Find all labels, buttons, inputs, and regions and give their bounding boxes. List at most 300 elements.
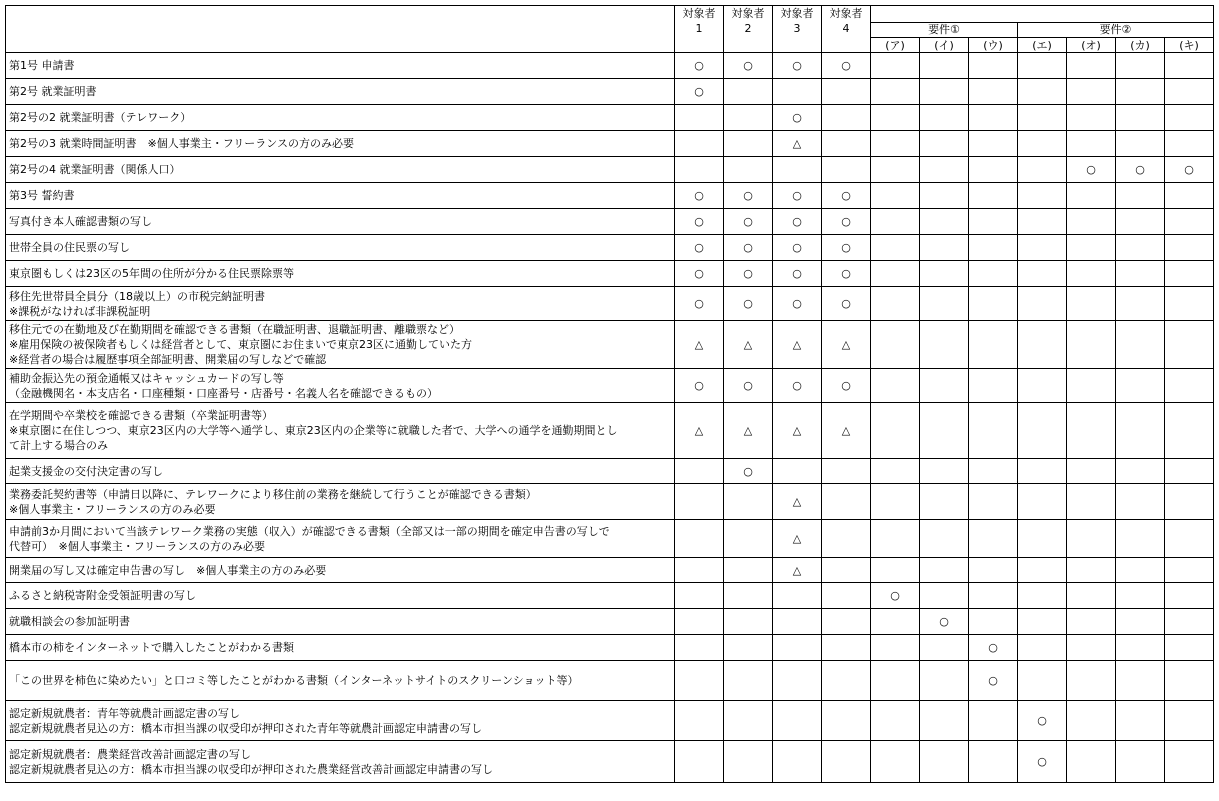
empty-cell	[773, 741, 822, 783]
empty-cell	[724, 157, 773, 183]
empty-cell	[1165, 459, 1214, 484]
empty-cell	[822, 701, 871, 741]
empty-cell	[969, 520, 1018, 558]
empty-cell	[1018, 558, 1067, 583]
empty-cell	[1067, 520, 1116, 558]
empty-cell	[1165, 661, 1214, 701]
empty-cell	[1116, 701, 1165, 741]
requirement-mark-cell: △	[724, 403, 773, 459]
empty-cell	[871, 287, 920, 321]
empty-cell	[1165, 583, 1214, 609]
empty-cell	[1116, 183, 1165, 209]
document-description-line: 移住先世帯員全員分（18歳以上）の市税完納証明書	[9, 289, 265, 303]
empty-cell	[920, 235, 969, 261]
header-row-top	[6, 6, 1214, 23]
empty-cell	[1018, 583, 1067, 609]
header-group-spacer	[871, 6, 1214, 23]
table-row	[6, 609, 1214, 635]
document-description-line: ※雇用保険の被保険者もしくは経営者として、東京圏にお住まいで東京23区に通勤していた方	[9, 338, 472, 351]
document-description-cell	[6, 741, 675, 783]
document-description-cell	[6, 235, 675, 261]
empty-cell	[871, 484, 920, 520]
requirement-mark-cell: ○	[675, 183, 724, 209]
empty-cell	[1018, 105, 1067, 131]
empty-cell	[1018, 321, 1067, 369]
empty-cell	[675, 459, 724, 484]
empty-cell	[1018, 459, 1067, 484]
empty-cell	[822, 105, 871, 131]
requirement-mark-cell: ○	[822, 261, 871, 287]
empty-cell	[1018, 609, 1067, 635]
empty-cell	[969, 157, 1018, 183]
empty-cell	[1116, 53, 1165, 79]
empty-cell	[920, 403, 969, 459]
empty-cell	[871, 520, 920, 558]
document-description-line: 世帯全員の住民票の写し	[9, 241, 130, 254]
empty-cell	[1165, 321, 1214, 369]
table-row	[6, 235, 1214, 261]
table-row	[6, 459, 1214, 484]
empty-cell	[969, 609, 1018, 635]
empty-cell	[675, 701, 724, 741]
empty-cell	[920, 287, 969, 321]
empty-cell	[969, 484, 1018, 520]
empty-cell	[920, 459, 969, 484]
empty-cell	[1067, 131, 1116, 157]
header-sub-i: (イ)	[920, 38, 969, 53]
empty-cell	[1165, 609, 1214, 635]
document-description-line: ふるさと納税寄附金受領証明書の写し	[9, 589, 196, 602]
empty-cell	[1018, 157, 1067, 183]
empty-cell	[1067, 369, 1116, 403]
requirement-mark-cell: ○	[822, 183, 871, 209]
requirement-mark-cell: ○	[871, 583, 920, 609]
empty-cell	[1067, 321, 1116, 369]
empty-cell	[724, 558, 773, 583]
table-row	[6, 583, 1214, 609]
empty-cell	[1165, 53, 1214, 79]
empty-cell	[1018, 79, 1067, 105]
requirement-mark-cell: ○	[1018, 741, 1067, 783]
requirement-mark-cell: ○	[675, 209, 724, 235]
empty-cell	[675, 558, 724, 583]
document-description-cell	[6, 661, 675, 701]
requirement-mark-cell: ○	[822, 53, 871, 79]
requirement-mark-cell: △	[675, 321, 724, 369]
empty-cell	[920, 131, 969, 157]
empty-cell	[773, 583, 822, 609]
empty-cell	[1116, 661, 1165, 701]
empty-cell	[969, 403, 1018, 459]
empty-cell	[1116, 609, 1165, 635]
empty-cell	[1116, 583, 1165, 609]
empty-cell	[871, 79, 920, 105]
document-description-line: ※個人事業主・フリーランスの方のみ必要	[9, 502, 216, 516]
requirement-mark-cell: ○	[724, 459, 773, 484]
empty-cell	[675, 484, 724, 520]
empty-cell	[822, 609, 871, 635]
document-description-line: 第2号の4 就業証明書（関係人口）	[9, 163, 181, 176]
empty-cell	[1067, 235, 1116, 261]
requirement-mark-cell: ○	[969, 635, 1018, 661]
requirement-mark-cell: ○	[724, 235, 773, 261]
header-sub-ki: (キ)	[1165, 38, 1214, 53]
requirement-mark-cell: ○	[675, 369, 724, 403]
requirements-table	[5, 5, 1214, 783]
table-row	[6, 520, 1214, 558]
empty-cell	[871, 209, 920, 235]
empty-cell	[969, 235, 1018, 261]
requirement-mark-cell: △	[773, 321, 822, 369]
empty-cell	[1067, 459, 1116, 484]
header-target-1: 対象者 1	[675, 6, 724, 53]
empty-cell	[871, 157, 920, 183]
empty-cell	[1018, 635, 1067, 661]
requirement-mark-cell: ○	[724, 209, 773, 235]
requirement-mark-cell: ○	[1165, 157, 1214, 183]
requirement-mark-cell: ○	[1067, 157, 1116, 183]
table-row	[6, 157, 1214, 183]
table-row	[6, 701, 1214, 741]
empty-cell	[1116, 235, 1165, 261]
requirement-mark-cell: ○	[724, 287, 773, 321]
requirement-mark-cell: ○	[724, 183, 773, 209]
empty-cell	[920, 558, 969, 583]
empty-cell	[1067, 105, 1116, 131]
table-row	[6, 287, 1214, 321]
document-description-line: ※課税がなければ非課税証明	[9, 304, 151, 318]
empty-cell	[773, 701, 822, 741]
requirement-mark-cell: ○	[675, 287, 724, 321]
empty-cell	[724, 609, 773, 635]
header-sub-u: (ウ)	[969, 38, 1018, 53]
document-description-line: （金融機関名・本支店名・口座種類・口座番号・店番号・名義人名を確認できるもの）	[9, 386, 438, 400]
empty-cell	[1116, 558, 1165, 583]
table-row	[6, 741, 1214, 783]
document-description-cell	[6, 609, 675, 635]
table-row	[6, 209, 1214, 235]
requirement-mark-cell: △	[773, 520, 822, 558]
document-description-line: 写真付き本人確認書類の写し	[9, 215, 152, 228]
empty-cell	[920, 157, 969, 183]
requirement-mark-cell: △	[773, 131, 822, 157]
header-group-2: 要件②	[1018, 23, 1214, 38]
document-description-line: 移住元での在勤地及び在勤期間を確認できる書類（在職証明書、退職証明書、離職票など）	[9, 323, 460, 336]
document-description-line: 補助金振込先の預金通帳又はキャッシュカードの写し等	[9, 371, 284, 385]
requirement-mark-cell: △	[724, 321, 773, 369]
empty-cell	[920, 661, 969, 701]
document-description-cell	[6, 157, 675, 183]
header-target-4: 対象者 4	[822, 6, 871, 53]
empty-cell	[1067, 261, 1116, 287]
header-sub-e: (エ)	[1018, 38, 1067, 53]
requirement-mark-cell: ○	[822, 369, 871, 403]
requirement-mark-cell: ○	[773, 209, 822, 235]
requirement-mark-cell: ○	[773, 287, 822, 321]
empty-cell	[773, 661, 822, 701]
empty-cell	[822, 635, 871, 661]
empty-cell	[871, 558, 920, 583]
empty-cell	[1165, 235, 1214, 261]
empty-cell	[1018, 403, 1067, 459]
empty-cell	[1165, 484, 1214, 520]
empty-cell	[724, 79, 773, 105]
empty-cell	[1165, 635, 1214, 661]
empty-cell	[1067, 53, 1116, 79]
document-description-line: 認定新規就農者見込の方：橋本市担当課の収受印が押印された農業経営改善計画認定申請書の写し	[9, 762, 493, 776]
table-row	[6, 635, 1214, 661]
empty-cell	[871, 403, 920, 459]
empty-cell	[871, 609, 920, 635]
empty-cell	[1165, 520, 1214, 558]
empty-cell	[969, 741, 1018, 783]
document-description-line: 橋本市の柿をインターネットで購入したことがわかる書類	[9, 641, 295, 654]
document-description-line: て計上する場合のみ	[9, 439, 108, 452]
table-row	[6, 321, 1214, 369]
header-target-2: 対象者 2	[724, 6, 773, 53]
empty-cell	[969, 369, 1018, 403]
empty-cell	[773, 157, 822, 183]
empty-cell	[920, 261, 969, 287]
empty-cell	[920, 484, 969, 520]
empty-cell	[724, 131, 773, 157]
empty-cell	[675, 635, 724, 661]
table-row	[6, 53, 1214, 79]
requirement-mark-cell: ○	[724, 53, 773, 79]
document-description-cell	[6, 403, 675, 459]
empty-cell	[871, 661, 920, 701]
document-description-cell	[6, 261, 675, 287]
empty-cell	[724, 105, 773, 131]
document-description-cell	[6, 369, 675, 403]
requirement-mark-cell: ○	[724, 369, 773, 403]
document-description-cell	[6, 53, 675, 79]
document-description-cell	[6, 459, 675, 484]
empty-cell	[871, 321, 920, 369]
empty-cell	[724, 635, 773, 661]
document-description-cell	[6, 558, 675, 583]
empty-cell	[1116, 105, 1165, 131]
empty-cell	[822, 558, 871, 583]
document-description-cell	[6, 105, 675, 131]
empty-cell	[1116, 459, 1165, 484]
document-description-line: 第2号の3 就業時間証明書 ※個人事業主・フリーランスの方のみ必要	[9, 137, 354, 150]
empty-cell	[1116, 369, 1165, 403]
requirement-mark-cell: ○	[773, 261, 822, 287]
empty-cell	[773, 459, 822, 484]
empty-cell	[871, 235, 920, 261]
document-description-line: 申請前3か月間において当該テレワーク業務の実態（収入）が確認できる書類（全部又は一部の期間を確定申告書の写しで	[9, 524, 610, 538]
empty-cell	[1116, 131, 1165, 157]
table-row	[6, 403, 1214, 459]
header-target-3: 対象者 3	[773, 6, 822, 53]
document-description-cell	[6, 701, 675, 741]
empty-cell	[920, 183, 969, 209]
empty-cell	[920, 369, 969, 403]
empty-cell	[1018, 369, 1067, 403]
empty-cell	[724, 741, 773, 783]
empty-cell	[1165, 287, 1214, 321]
empty-cell	[675, 661, 724, 701]
requirement-mark-cell: △	[773, 558, 822, 583]
document-description-line: 第1号 申請書	[9, 59, 75, 72]
empty-cell	[969, 183, 1018, 209]
requirement-mark-cell: △	[822, 403, 871, 459]
empty-cell	[920, 105, 969, 131]
empty-cell	[1116, 520, 1165, 558]
empty-cell	[724, 520, 773, 558]
empty-cell	[1018, 520, 1067, 558]
empty-cell	[675, 520, 724, 558]
empty-cell	[724, 484, 773, 520]
table-row	[6, 105, 1214, 131]
empty-cell	[969, 131, 1018, 157]
empty-cell	[1116, 403, 1165, 459]
document-description-line: ※経営者の場合は履歴事項全部証明書、開業届の写しなどで確認	[9, 353, 327, 366]
empty-cell	[969, 583, 1018, 609]
empty-cell	[1067, 287, 1116, 321]
empty-cell	[675, 741, 724, 783]
requirement-mark-cell: ○	[675, 53, 724, 79]
empty-cell	[1067, 741, 1116, 783]
empty-cell	[871, 183, 920, 209]
document-description-line: 就職相談会の参加証明書	[9, 615, 130, 628]
empty-cell	[871, 53, 920, 79]
document-description-line: 第2号の2 就業証明書（テレワーク）	[9, 111, 192, 124]
requirement-mark-cell: ○	[675, 261, 724, 287]
empty-cell	[1067, 79, 1116, 105]
empty-cell	[920, 79, 969, 105]
empty-cell	[773, 79, 822, 105]
table-row	[6, 261, 1214, 287]
empty-cell	[871, 261, 920, 287]
requirement-mark-cell: ○	[822, 209, 871, 235]
empty-cell	[1067, 183, 1116, 209]
empty-cell	[1165, 131, 1214, 157]
document-description-cell	[6, 131, 675, 157]
empty-cell	[822, 741, 871, 783]
requirement-mark-cell: ○	[773, 53, 822, 79]
requirement-mark-cell: ○	[822, 287, 871, 321]
table-row	[6, 369, 1214, 403]
document-description-line: 「この世界を柿色に染めたい」と口コミ等したことがわかる書類（インターネットサイトのスクリーンショット等）	[9, 674, 579, 687]
empty-cell	[1067, 661, 1116, 701]
empty-cell	[724, 661, 773, 701]
table-row	[6, 183, 1214, 209]
empty-cell	[871, 459, 920, 484]
empty-cell	[822, 520, 871, 558]
empty-cell	[773, 609, 822, 635]
document-description-line: 在学期間や卒業校を確認できる書類（卒業証明書等）	[9, 409, 273, 422]
empty-cell	[920, 635, 969, 661]
empty-cell	[1018, 53, 1067, 79]
document-description-line: 東京圏もしくは23区の5年間の住所が分かる住民票除票等	[9, 267, 294, 280]
document-description-line: 代替可） ※個人事業主・フリーランスの方のみ必要	[9, 539, 265, 553]
empty-cell	[1018, 661, 1067, 701]
requirement-mark-cell: ○	[822, 235, 871, 261]
empty-cell	[1116, 261, 1165, 287]
empty-cell	[822, 661, 871, 701]
empty-cell	[969, 209, 1018, 235]
requirement-mark-cell: ○	[1116, 157, 1165, 183]
empty-cell	[675, 583, 724, 609]
document-description-line: 開業届の写し又は確定申告書の写し ※個人事業主の方のみ必要	[9, 563, 327, 577]
empty-cell	[1018, 131, 1067, 157]
header-blank-cell	[6, 6, 675, 53]
empty-cell	[969, 79, 1018, 105]
empty-cell	[1067, 209, 1116, 235]
empty-cell	[1165, 403, 1214, 459]
empty-cell	[1018, 287, 1067, 321]
empty-cell	[1116, 635, 1165, 661]
empty-cell	[1067, 609, 1116, 635]
empty-cell	[1067, 403, 1116, 459]
header-sub-o: (オ)	[1067, 38, 1116, 53]
document-description-cell	[6, 209, 675, 235]
empty-cell	[1165, 741, 1214, 783]
empty-cell	[822, 79, 871, 105]
empty-cell	[822, 583, 871, 609]
empty-cell	[1067, 583, 1116, 609]
header-sub-a: (ア)	[871, 38, 920, 53]
empty-cell	[773, 635, 822, 661]
empty-cell	[1116, 484, 1165, 520]
requirement-mark-cell: ○	[1018, 701, 1067, 741]
empty-cell	[920, 583, 969, 609]
empty-cell	[1018, 484, 1067, 520]
empty-cell	[675, 609, 724, 635]
empty-cell	[1165, 183, 1214, 209]
requirement-mark-cell: ○	[724, 261, 773, 287]
empty-cell	[1067, 635, 1116, 661]
empty-cell	[920, 53, 969, 79]
requirement-mark-cell: ○	[969, 661, 1018, 701]
empty-cell	[969, 261, 1018, 287]
empty-cell	[969, 701, 1018, 741]
empty-cell	[871, 369, 920, 403]
requirement-mark-cell: △	[822, 321, 871, 369]
requirement-mark-cell: ○	[675, 235, 724, 261]
document-description-line: ※東京圏に在住しつつ、東京23区内の大学等へ通学し、東京23区内の企業等に就職した者で、大学への通学を通勤期間とし	[9, 424, 618, 437]
requirement-mark-cell: △	[773, 484, 822, 520]
empty-cell	[920, 209, 969, 235]
empty-cell	[920, 520, 969, 558]
document-description-line: 第2号 就業証明書	[9, 85, 97, 98]
table-body	[6, 6, 1214, 783]
requirement-mark-cell: ○	[675, 79, 724, 105]
empty-cell	[1165, 105, 1214, 131]
requirement-mark-cell: △	[675, 403, 724, 459]
header-sub-ka: (カ)	[1116, 38, 1165, 53]
empty-cell	[871, 105, 920, 131]
empty-cell	[1165, 209, 1214, 235]
empty-cell	[969, 287, 1018, 321]
empty-cell	[871, 131, 920, 157]
empty-cell	[920, 741, 969, 783]
document-description-line: 起業支援金の交付決定書の写し	[9, 464, 163, 478]
empty-cell	[724, 583, 773, 609]
document-description-line: 認定新規就農者見込の方：橋本市担当課の収受印が押印された青年等就農計画認定申請書の写し	[9, 721, 482, 735]
table-row	[6, 661, 1214, 701]
empty-cell	[1165, 79, 1214, 105]
document-description-cell	[6, 520, 675, 558]
empty-cell	[1116, 741, 1165, 783]
empty-cell	[871, 635, 920, 661]
document-description-line: 業務委託契約書等（申請日以降に、テレワークにより移住前の業務を継続して行うことが確認できる書類）	[9, 487, 537, 501]
requirement-mark-cell: ○	[773, 183, 822, 209]
header-group-1: 要件①	[871, 23, 1018, 38]
document-description-cell	[6, 583, 675, 609]
